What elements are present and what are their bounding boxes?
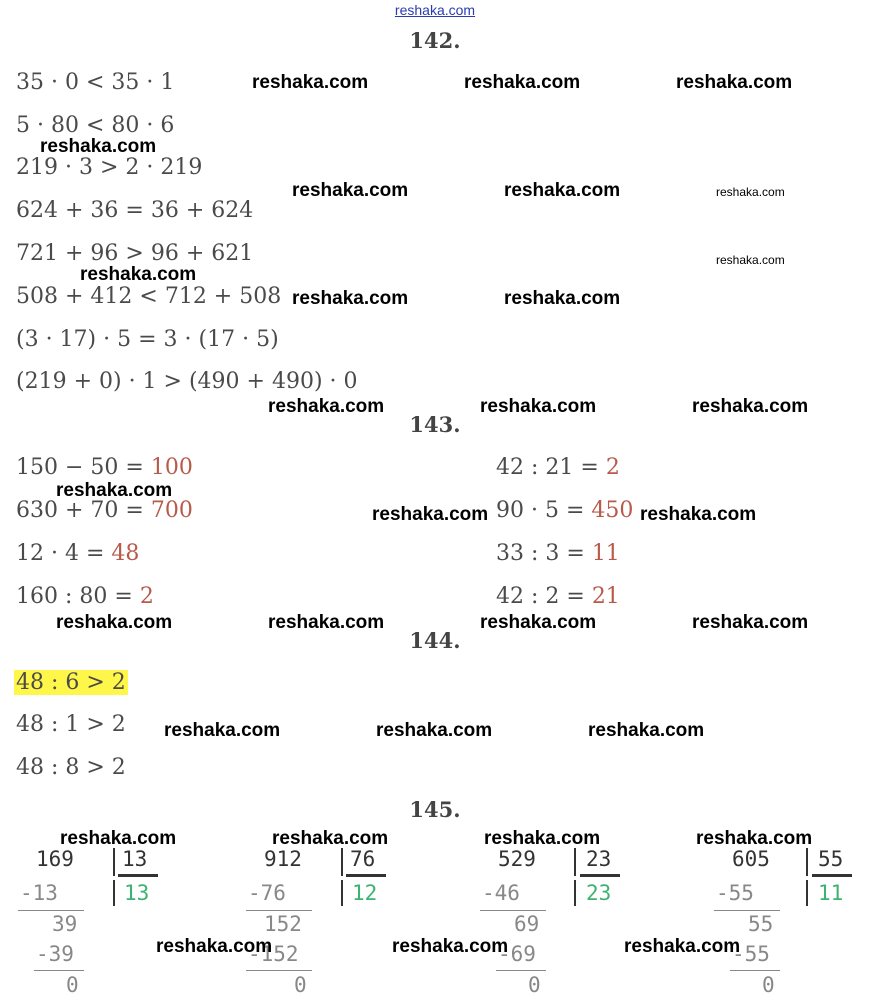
equation: 42 : 21 = 2 bbox=[496, 455, 620, 480]
divisor: 76 bbox=[350, 847, 376, 871]
subtrahend: -55 bbox=[716, 881, 754, 905]
answer: 700 bbox=[150, 498, 193, 523]
task-144-heading: 144. bbox=[409, 628, 461, 653]
watermark: reshaka.com bbox=[464, 72, 581, 93]
equation: 150 − 50 = 100 bbox=[16, 455, 193, 480]
equation: 33 : 3 = 11 bbox=[496, 541, 620, 566]
remainder: 152 bbox=[264, 912, 302, 936]
watermark: reshaka.com bbox=[292, 180, 409, 201]
site-link[interactable]: reshaka.com bbox=[394, 2, 476, 18]
watermark: reshaka.com bbox=[692, 396, 809, 417]
watermark: reshaka.com bbox=[56, 612, 173, 633]
divisor: 13 bbox=[122, 847, 148, 871]
watermark: reshaka.com bbox=[268, 396, 385, 417]
dividend: 912 bbox=[264, 847, 302, 871]
equation: 12 · 4 = 48 bbox=[16, 541, 140, 566]
answer: 11 bbox=[591, 541, 620, 566]
watermark: reshaka.com bbox=[156, 936, 273, 957]
answer: 2 bbox=[139, 584, 154, 609]
equation: 48 : 8 > 2 bbox=[16, 755, 126, 780]
remainder: 0 bbox=[762, 973, 775, 997]
quotient: 13 bbox=[124, 881, 150, 905]
answer: 100 bbox=[150, 455, 193, 480]
watermark: reshaka.com bbox=[504, 180, 621, 201]
remainder: 0 bbox=[66, 973, 79, 997]
watermark: reshaka.com bbox=[272, 828, 389, 849]
equation: 160 : 80 = 2 bbox=[16, 584, 154, 609]
watermark: reshaka.com bbox=[268, 612, 385, 633]
watermark: reshaka.com bbox=[372, 504, 489, 525]
watermark: reshaka.com bbox=[292, 288, 409, 309]
watermark: reshaka.com bbox=[716, 253, 785, 267]
watermark: reshaka.com bbox=[56, 480, 173, 501]
divisor: 23 bbox=[586, 847, 612, 871]
dividend: 529 bbox=[498, 847, 536, 871]
subtrahend: -69 bbox=[498, 942, 536, 966]
equation: 630 + 70 = 700 bbox=[16, 498, 193, 523]
watermark: reshaka.com bbox=[164, 720, 281, 741]
remainder: 55 bbox=[748, 912, 774, 936]
watermark: reshaka.com bbox=[640, 504, 757, 525]
quotient: 12 bbox=[352, 881, 378, 905]
answer: 48 bbox=[111, 541, 140, 566]
equation: (219 + 0) · 1 > (490 + 490) · 0 bbox=[16, 369, 358, 394]
equation: 721 + 96 > 96 + 621 bbox=[16, 241, 254, 266]
subtrahend: -152 bbox=[248, 942, 299, 966]
watermark: reshaka.com bbox=[504, 288, 621, 309]
equation: 35 · 0 < 35 · 1 bbox=[16, 70, 175, 95]
highlighted-equation: 48 : 6 > 2 bbox=[16, 670, 126, 695]
equation: 48 : 1 > 2 bbox=[16, 712, 126, 737]
equation: (3 · 17) · 5 = 3 · (17 · 5) bbox=[16, 327, 279, 352]
watermark: reshaka.com bbox=[392, 936, 509, 957]
watermark: reshaka.com bbox=[676, 72, 793, 93]
watermark: reshaka.com bbox=[484, 828, 601, 849]
remainder: 0 bbox=[528, 973, 541, 997]
subtrahend: -46 bbox=[482, 881, 520, 905]
remainder: 69 bbox=[514, 912, 540, 936]
watermark: reshaka.com bbox=[588, 720, 705, 741]
watermark: reshaka.com bbox=[624, 936, 741, 957]
watermark: reshaka.com bbox=[376, 720, 493, 741]
equation: 5 · 80 < 80 · 6 bbox=[16, 113, 175, 138]
watermark: reshaka.com bbox=[480, 612, 597, 633]
equation: 508 + 412 < 712 + 508 bbox=[16, 284, 282, 309]
dividend: 169 bbox=[36, 847, 74, 871]
task-145-heading: 145. bbox=[409, 797, 461, 822]
remainder: 39 bbox=[52, 912, 78, 936]
subtrahend: -55 bbox=[732, 942, 770, 966]
answer: 21 bbox=[591, 584, 620, 609]
equation: 624 + 36 = 36 + 624 bbox=[16, 198, 254, 223]
quotient: 11 bbox=[818, 881, 844, 905]
watermark: reshaka.com bbox=[60, 828, 177, 849]
subtrahend: -76 bbox=[248, 881, 286, 905]
remainder: 0 bbox=[294, 973, 307, 997]
watermark: reshaka.com bbox=[40, 136, 157, 157]
equation: 219 · 3 > 2 · 219 bbox=[16, 155, 203, 180]
watermark: reshaka.com bbox=[480, 396, 597, 417]
divisor: 55 bbox=[818, 847, 844, 871]
watermark: reshaka.com bbox=[696, 828, 813, 849]
task-143-heading: 143. bbox=[409, 412, 461, 437]
answer: 2 bbox=[605, 455, 620, 480]
answer: 450 bbox=[591, 498, 634, 523]
quotient: 23 bbox=[586, 881, 612, 905]
subtrahend: -13 bbox=[20, 881, 58, 905]
task-142-heading: 142. bbox=[409, 28, 461, 53]
watermark: reshaka.com bbox=[692, 612, 809, 633]
watermark: reshaka.com bbox=[716, 185, 785, 199]
equation: 42 : 2 = 21 bbox=[496, 584, 620, 609]
equation: 90 · 5 = 450 bbox=[496, 498, 634, 523]
watermark: reshaka.com bbox=[80, 264, 197, 285]
subtrahend: -39 bbox=[36, 942, 74, 966]
watermark: reshaka.com bbox=[252, 72, 369, 93]
dividend: 605 bbox=[732, 847, 770, 871]
